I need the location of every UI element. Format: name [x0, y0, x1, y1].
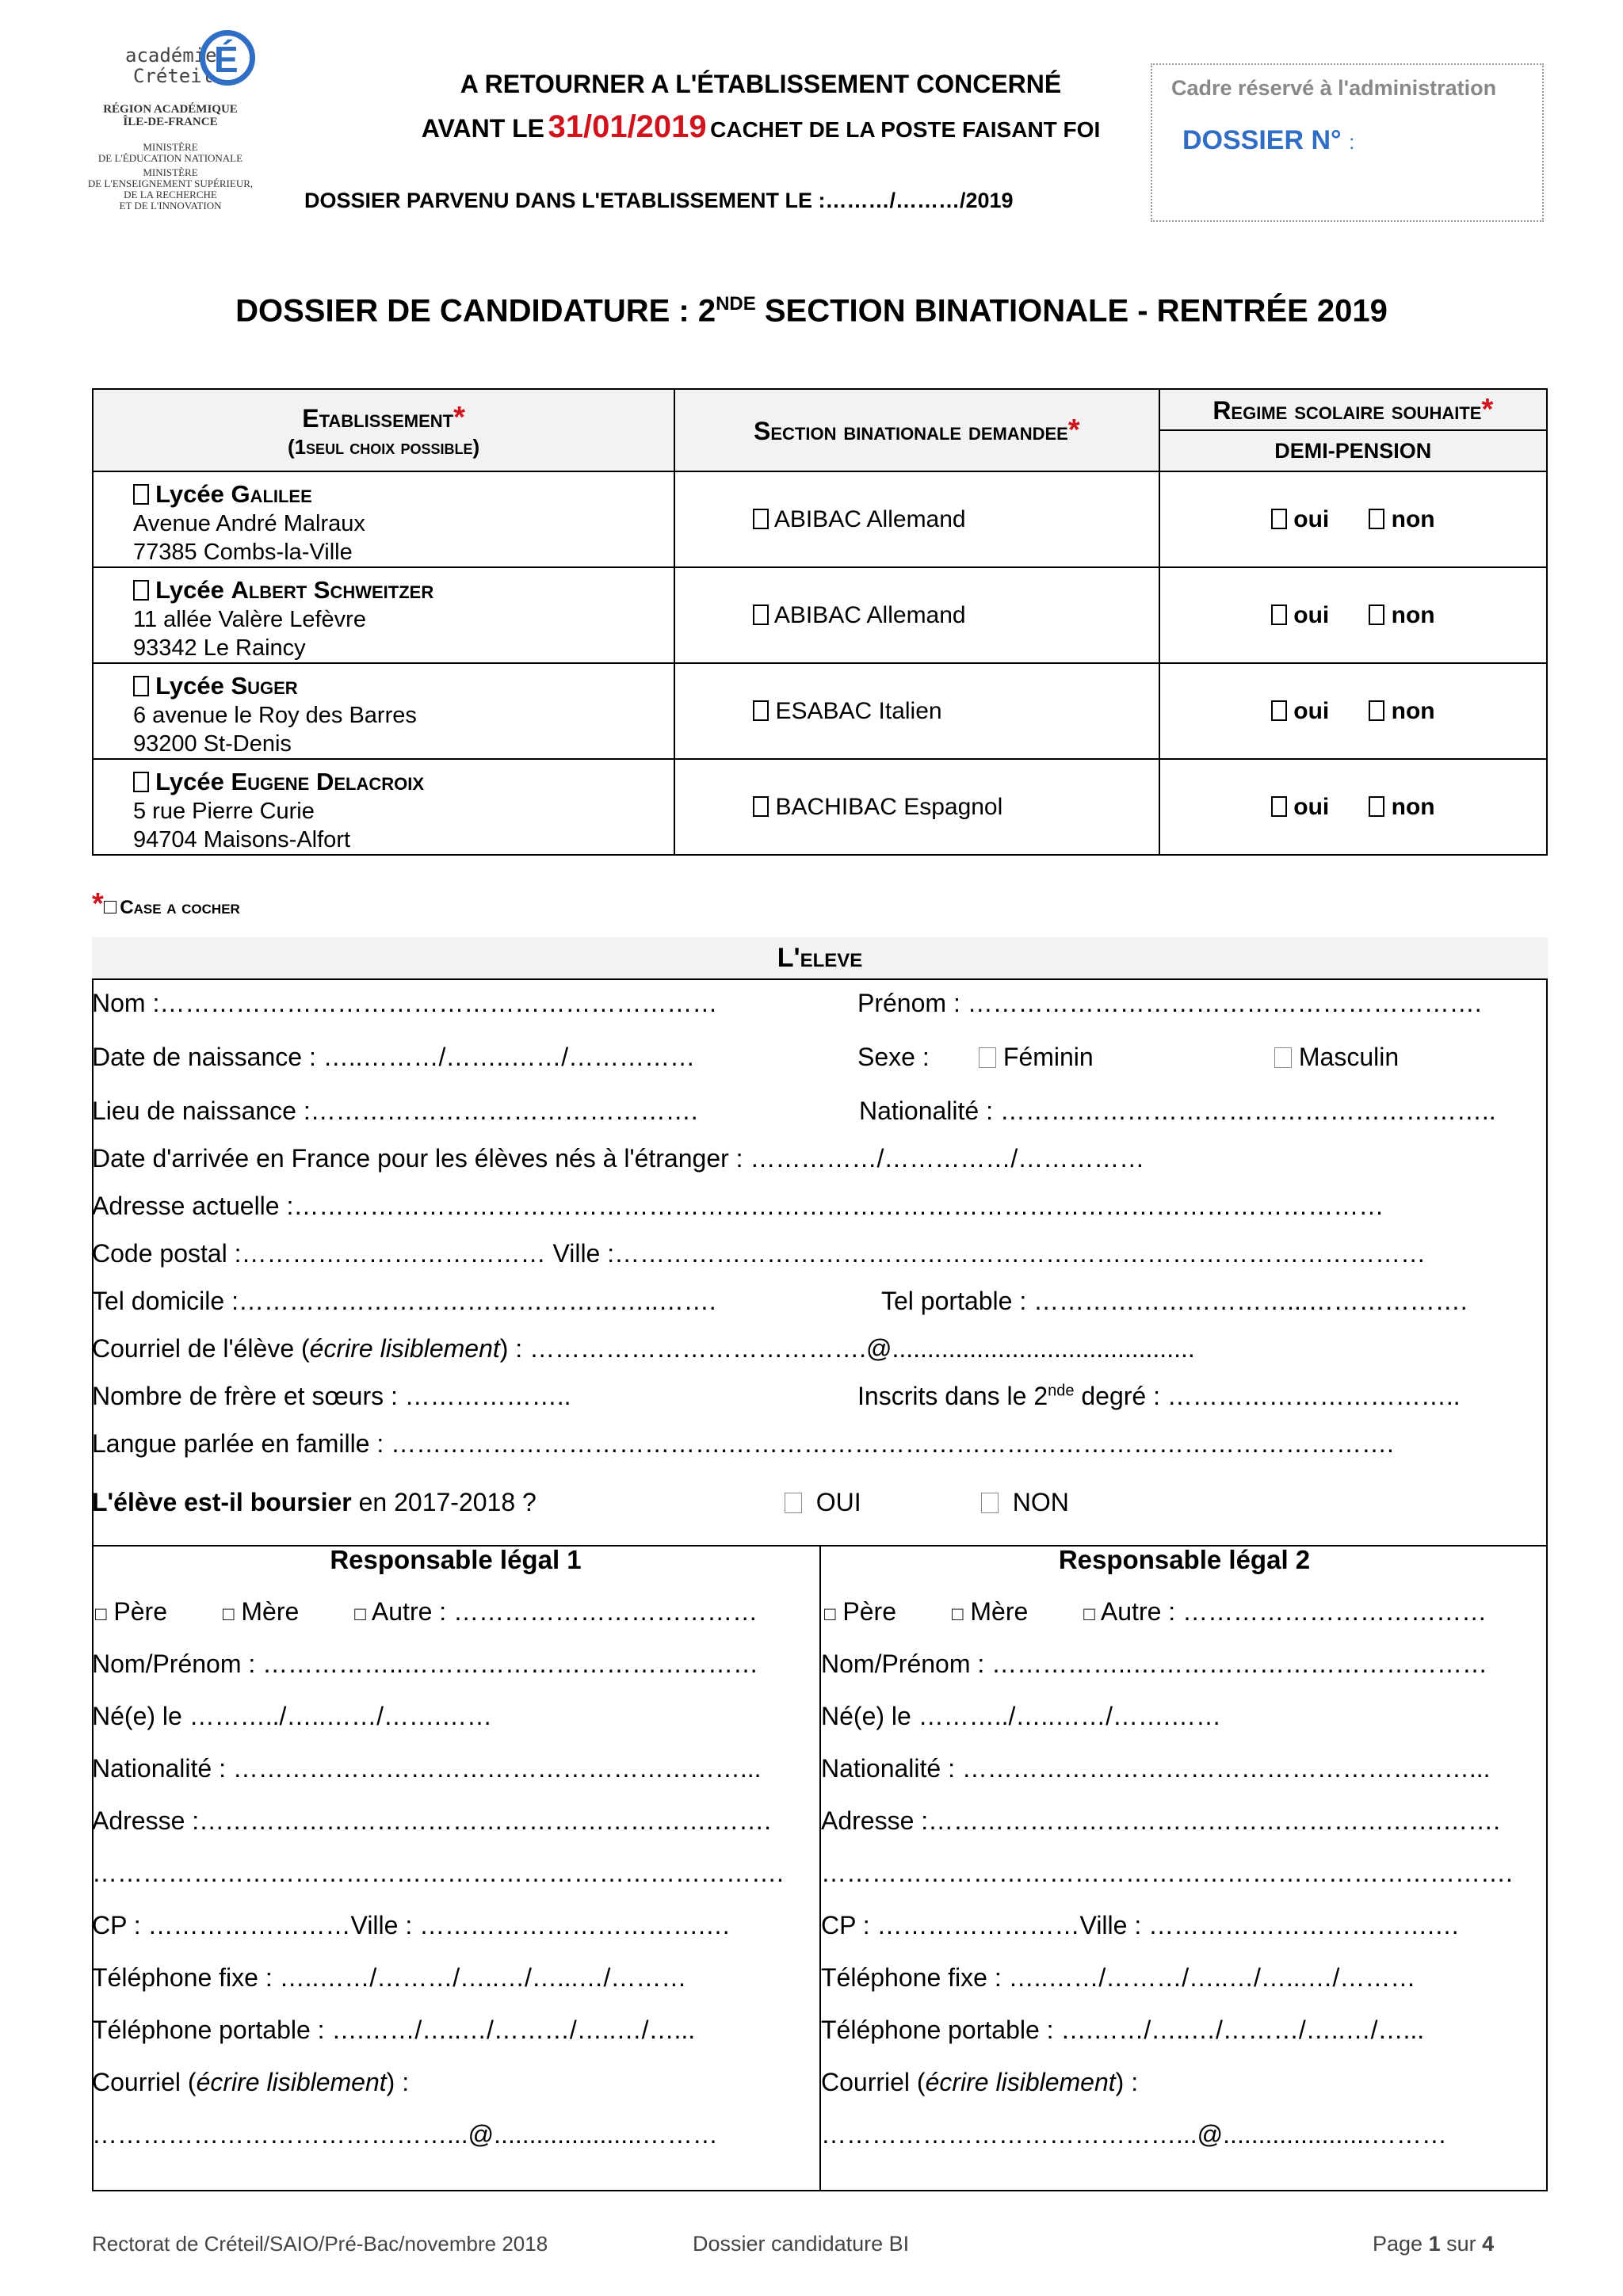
checkbox-note: [92, 887, 240, 921]
note-label: Case a cocher: [120, 897, 240, 918]
lycee-addr2: 93342 Le Raincy: [133, 635, 306, 661]
page-n: 1: [1428, 2232, 1441, 2256]
page-t: 4: [1482, 2232, 1495, 2256]
lycee-checkbox[interactable]: [133, 580, 149, 601]
page-number: [1373, 2232, 1494, 2256]
non-label: non: [1391, 505, 1435, 532]
courriel-b: ) : ………………………………….@...........................................: [499, 1334, 1195, 1363]
inscrits-b: degré : ……………………………..: [1074, 1382, 1461, 1410]
boursier-normal: en 2017-2018 ?: [351, 1488, 537, 1516]
academie-logo: [63, 16, 277, 214]
eleve-title: L'eleve: [777, 943, 863, 973]
cachet-label: CACHET DE LA POSTE FAISANT FOI: [710, 117, 1101, 142]
lycee-name-a: Lycée: [155, 480, 231, 508]
logo-line2: Créteil: [133, 65, 214, 87]
admin-dossier-label: [1182, 125, 1354, 156]
non-checkbox[interactable]: [1369, 605, 1384, 625]
lycee-name-b: Suger: [231, 672, 298, 700]
feminin-option[interactable]: [979, 1043, 1094, 1072]
resp2-pere-box[interactable]: □: [824, 1604, 836, 1625]
eleve-header: [92, 937, 1548, 980]
resp1-adresse-field[interactable]: Adresse :…………………………………………………….…….: [92, 1806, 771, 1835]
col1-label: Etablissement: [302, 404, 454, 433]
section-label: ABIBAC Allemand: [773, 505, 966, 532]
courriel-em: écrire lisiblement: [309, 1334, 500, 1363]
note-star: *: [92, 887, 104, 921]
resp2-pere: Père: [842, 1597, 896, 1626]
resp1-fixe-field[interactable]: Téléphone fixe : …..……/………/…..…/…...…/………: [92, 1963, 687, 1992]
boursier-bold: L'élève est-il boursier: [92, 1488, 352, 1516]
section-checkbox[interactable]: [753, 796, 769, 817]
oui-checkbox[interactable]: [1271, 796, 1287, 817]
resp2-title: Responsable légal 2: [1058, 1545, 1311, 1574]
inscrits-a: Inscrits dans le 2: [857, 1382, 1048, 1410]
lycee-addr1: 5 rue Pierre Curie: [133, 799, 315, 824]
inscrits-sup: nde: [1048, 1382, 1075, 1400]
oui-label: oui: [1293, 697, 1330, 724]
resp1-nom-field[interactable]: Nom/Prénom : ……………..……………………………………: [92, 1650, 758, 1678]
col-regime: [1159, 389, 1547, 430]
freres-field[interactable]: Nombre de frère et sœurs : ………………..: [92, 1382, 571, 1410]
resp1-ne-field[interactable]: Né(e) le ………../…..……/…….……: [92, 1702, 492, 1730]
lycee-checkbox[interactable]: [133, 676, 149, 696]
logo-min1a: MINISTÈRE: [143, 141, 198, 153]
non-checkbox[interactable]: [1369, 509, 1384, 529]
logo-min2a: MINISTÈRE: [143, 166, 198, 178]
inscrits-field[interactable]: [857, 1382, 1461, 1411]
boursier-non-checkbox[interactable]: [981, 1493, 999, 1513]
courriel-a: Courriel de l'élève (: [92, 1334, 310, 1363]
logo-e-letter: É: [214, 39, 239, 80]
col3-label: Regime scolaire souhaite: [1212, 395, 1482, 425]
lycee-name-a: Lycée: [155, 768, 231, 795]
courriel-eleve-field[interactable]: [92, 1334, 1195, 1363]
resp1-cour-a: Courriel (: [92, 2068, 197, 2096]
col2-label: Section binationale demandee: [754, 416, 1068, 445]
return-line: A RETOURNER A L'ÉTABLISSEMENT CONCERNÉ: [460, 70, 1062, 98]
resp2-cour-a: Courriel (: [821, 2068, 926, 2096]
resp2-mere-box[interactable]: □: [951, 1604, 964, 1625]
logo-region1: RÉGION ACADÉMIQUE: [103, 103, 238, 116]
masculin-option[interactable]: [1274, 1043, 1399, 1072]
admin-dossier-text: DOSSIER N°: [1182, 125, 1342, 155]
resp2-relation: [824, 1597, 1487, 1627]
resp2-ne-field[interactable]: Né(e) le ………../…..……/…….……: [821, 1702, 1221, 1730]
prenom-field[interactable]: Prénom : …………………………………………………….: [857, 989, 1482, 1017]
resp2-portable-field[interactable]: Téléphone portable : ….……/…..…/………/…..…/…...: [821, 2016, 1425, 2044]
title-suffix: SECTION BINATIONALE - RENTRÉE 2019: [755, 293, 1388, 329]
resp1-pere-box[interactable]: □: [95, 1604, 107, 1625]
col3-star: *: [1481, 392, 1494, 426]
resp1-nationalite-field[interactable]: Nationalité : ……………………………………………………...: [92, 1754, 762, 1783]
admin-box: [1151, 63, 1544, 222]
logo-line1: académie: [125, 44, 217, 67]
lycee-addr2: 93200 St-Denis: [133, 731, 292, 757]
lycee-addr2: 77385 Combs-la-Ville: [133, 540, 353, 565]
boursier-question: [92, 1488, 537, 1517]
oui-label: oui: [1293, 793, 1330, 820]
resp2-mere: Mère: [970, 1597, 1029, 1626]
title-prefix: DOSSIER DE CANDIDATURE : 2: [235, 293, 716, 329]
resp2-autre-box[interactable]: □: [1083, 1604, 1095, 1625]
parvenu-line: DOSSIER PARVENU DANS L'ETABLISSEMENT LE :………/………/2019: [304, 189, 1014, 212]
avant-label: AVANT LE: [421, 114, 545, 143]
resp2-cp-field[interactable]: CP : ……………………Ville : …………………………….…: [821, 1911, 1460, 1939]
table-row: [93, 759, 1547, 855]
logo-min2c: DE LA RECHERCHE: [124, 189, 217, 200]
code-postal-field[interactable]: Code postal :……………………………… Ville :……………………………………………………………………………………: [92, 1239, 1426, 1268]
resp1-pere: Père: [113, 1597, 167, 1626]
section-checkbox[interactable]: [753, 700, 769, 721]
oui-label: oui: [1293, 601, 1330, 628]
boursier-oui-label: OUI: [815, 1488, 861, 1516]
resp2-cour-em: écrire lisiblement: [925, 2068, 1116, 2096]
resp1-courriel-label: [92, 2068, 409, 2097]
page-a: Page: [1373, 2232, 1429, 2256]
lycee-addr1: Avenue André Malraux: [133, 511, 365, 536]
date-naissance-field[interactable]: Date de naissance : …..………/……..……/……………: [92, 1043, 696, 1071]
resp2-nom-field[interactable]: Nom/Prénom : ……………..……………………………………: [821, 1650, 1487, 1678]
nationalite-field[interactable]: Nationalité : …………………………………………………..: [859, 1097, 1496, 1125]
oui-checkbox[interactable]: [1271, 605, 1287, 625]
page-b: sur: [1440, 2232, 1483, 2256]
masculin-label: Masculin: [1298, 1043, 1400, 1071]
resp1-cour-em: écrire lisiblement: [196, 2068, 387, 2096]
title-sup: NDE: [716, 293, 756, 315]
section-checkbox[interactable]: [753, 509, 769, 529]
non-checkbox[interactable]: [1369, 796, 1384, 817]
col-demi-pension: DEMI-PENSION: [1159, 430, 1547, 471]
resp1-autre-box[interactable]: □: [354, 1604, 366, 1625]
resp1-mere: Mère: [241, 1597, 300, 1626]
langue-field[interactable]: Langue parlée en famille : ………………………………….…………………………………………………………………….: [92, 1429, 1394, 1458]
section-label: BACHIBAC Espagnol: [775, 793, 1003, 820]
resp1-mere-box[interactable]: □: [222, 1604, 235, 1625]
lycee-checkbox[interactable]: [133, 484, 149, 505]
deadline-line: [365, 109, 1157, 145]
col-section: [674, 389, 1159, 471]
lycee-addr1: 11 allée Valère Lefèvre: [133, 607, 366, 632]
boursier-non-label: NON: [1012, 1488, 1069, 1516]
oui-label: oui: [1293, 505, 1330, 532]
nom-field[interactable]: Nom :…………………………………………………………: [92, 989, 718, 1017]
non-label: non: [1391, 697, 1435, 724]
resp1-cour-b: ) :: [386, 2068, 410, 2096]
admin-title: Cadre réservé à l'administration: [1171, 76, 1497, 100]
logo-region2: ÎLE-DE-FRANCE: [123, 116, 218, 128]
feminin-label: Féminin: [1002, 1043, 1094, 1071]
lycee-addr2: 94704 Maisons-Alfort: [133, 827, 351, 852]
resp2-adresse-field[interactable]: Adresse :…………………………………………………….…….: [821, 1806, 1500, 1835]
resp1-cp-field[interactable]: CP : ……………………Ville : …………………………….…: [92, 1911, 731, 1939]
resp2-autre: Autre : ………………………………: [1100, 1597, 1487, 1626]
arrivee-field[interactable]: Date d'arrivée en France pour les élèves nés à l'étranger : ……………/……………/……………: [92, 1144, 1145, 1173]
lieu-field[interactable]: Lieu de naissance :……………………………………….: [92, 1097, 698, 1125]
resp2-courriel-field[interactable]: ……………………………………...@.....................………: [821, 2120, 1447, 2149]
tel-domicile-field[interactable]: Tel domicile :…………………………………………..…….: [92, 1287, 716, 1315]
col1-star: *: [453, 401, 465, 434]
resp1-courriel-field[interactable]: ……………………………………...@.....................………: [92, 2120, 718, 2149]
sexe-label: Sexe :: [857, 1043, 930, 1071]
oui-checkbox[interactable]: [1271, 700, 1287, 721]
lycee-name-a: Lycée: [155, 576, 231, 604]
col1-sub: (1seul choix possible): [287, 435, 480, 459]
table-row: [93, 471, 1547, 567]
lycee-checkbox[interactable]: [133, 772, 149, 792]
admin-colon: :: [1349, 130, 1355, 154]
non-checkbox[interactable]: [1369, 700, 1384, 721]
adresse-field[interactable]: Adresse actuelle :…………………………………………………………………………………………………………………: [92, 1192, 1384, 1220]
resp2-nationalite-field[interactable]: Nationalité : ……………………………………………………...: [821, 1754, 1491, 1783]
resp1-relation: [95, 1597, 758, 1627]
selection-table: [92, 388, 1548, 856]
table-row: [93, 567, 1547, 663]
oui-checkbox[interactable]: [1271, 509, 1287, 529]
lycee-name-b: Eugene Delacroix: [231, 768, 425, 795]
footer-center: Dossier candidature BI: [693, 2232, 910, 2256]
resp2-fixe-field[interactable]: Téléphone fixe : …..……/………/…..…/…...…/………: [821, 1963, 1416, 1992]
section-checkbox[interactable]: [753, 605, 769, 625]
resp1-title: Responsable légal 1: [330, 1545, 582, 1574]
lycee-name-a: Lycée: [155, 672, 231, 700]
boursier-oui-checkbox[interactable]: [785, 1493, 802, 1513]
resp1-autre: Autre : ………………………………: [371, 1597, 758, 1626]
non-label: non: [1391, 793, 1435, 820]
col-etablissement: [93, 389, 674, 471]
lycee-addr1: 6 avenue le Roy des Barres: [133, 703, 417, 728]
resp1-portable-field[interactable]: Téléphone portable : ….……/…..…/………/…..…/…...: [92, 2016, 696, 2044]
resp2-adresse2-field[interactable]: ……………………………………………………………………….: [821, 1859, 1513, 1887]
table-row: [93, 663, 1547, 759]
resp1-adresse2-field[interactable]: ……………………………………………………………………….: [92, 1859, 784, 1887]
boursier-oui[interactable]: [785, 1488, 861, 1517]
non-label: non: [1391, 601, 1435, 628]
tel-portable-field[interactable]: Tel portable : …………………………...……………….: [881, 1287, 1468, 1315]
resp2-courriel-label: [821, 2068, 1138, 2097]
section-label: ABIBAC Allemand: [773, 601, 966, 628]
deadline-date: 31/01/2019: [548, 109, 707, 144]
page-title: [0, 293, 1623, 329]
logo-min1b: DE L'ÉDUCATION NATIONALE: [97, 152, 243, 164]
feminin-checkbox[interactable]: [979, 1047, 996, 1068]
masculin-checkbox[interactable]: [1274, 1047, 1292, 1068]
logo-min2b: DE L'ENSEIGNEMENT SUPÉRIEUR,: [87, 177, 254, 189]
lycee-name-b: Albert Schweitzer: [231, 576, 434, 604]
note-box-icon: [104, 901, 116, 913]
logo-min2d: ET DE L'INNOVATION: [119, 200, 222, 212]
lycee-name-b: Galilee: [231, 480, 312, 508]
footer-left: Rectorat de Créteil/SAIO/Pré-Bac/novembre 2018: [92, 2232, 548, 2256]
col2-star: *: [1067, 413, 1080, 447]
section-label: ESABAC Italien: [775, 697, 942, 724]
resp2-cour-b: ) :: [1115, 2068, 1139, 2096]
boursier-non[interactable]: [981, 1488, 1069, 1517]
